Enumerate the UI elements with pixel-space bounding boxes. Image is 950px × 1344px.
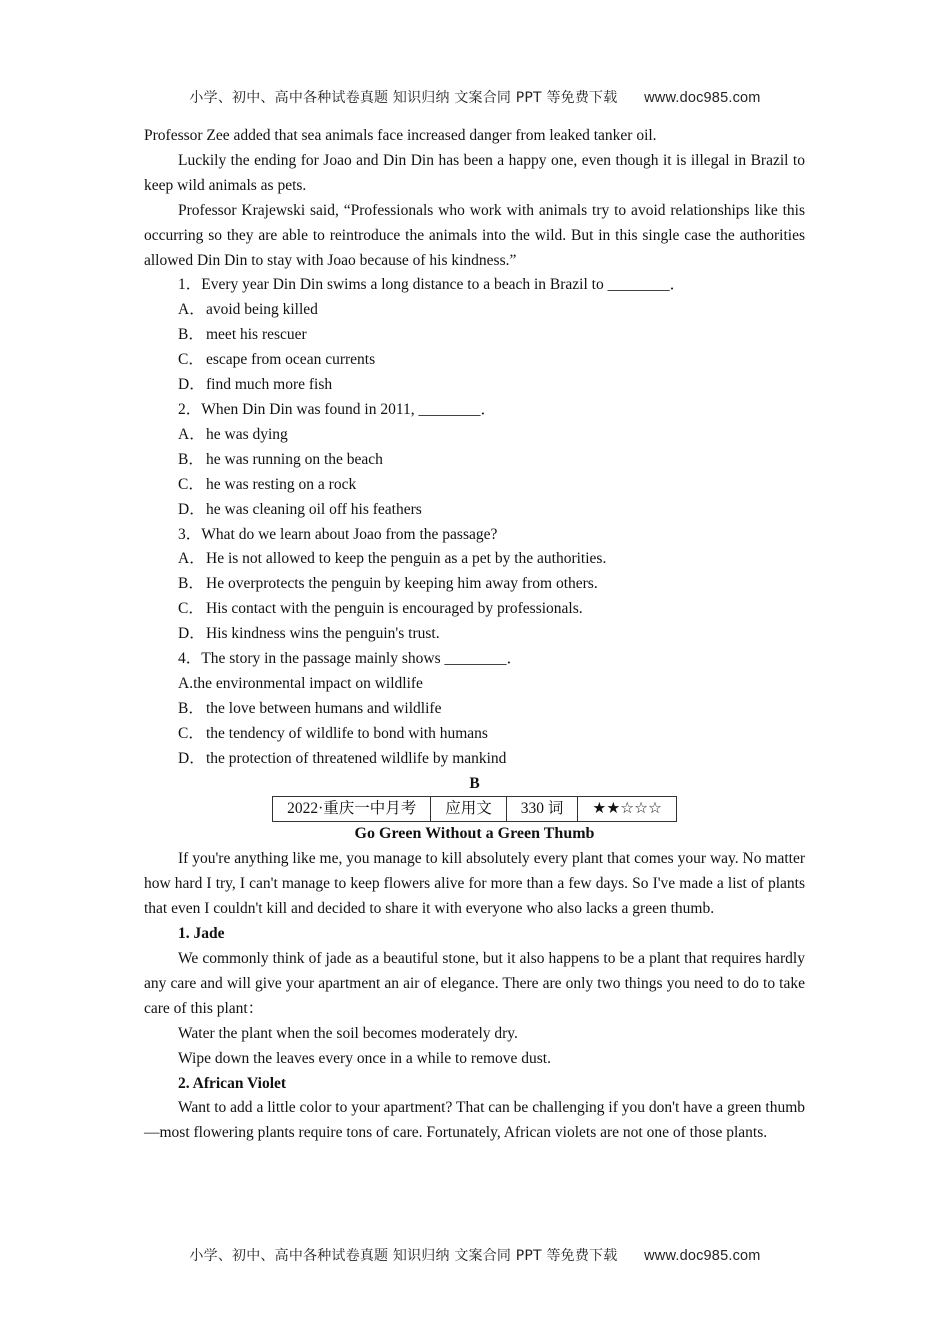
question-1	[144, 273, 805, 398]
option-d	[144, 373, 805, 398]
option-letter: D．	[178, 749, 205, 767]
option-letter: C．	[178, 600, 204, 618]
option-letter: A．	[178, 301, 205, 319]
option-text: the love between humans and wildlife	[206, 699, 442, 717]
question-text: The story in the passage mainly shows ________．	[201, 650, 522, 668]
option-letter: A.	[178, 674, 194, 692]
option-d	[144, 747, 805, 772]
document-body	[144, 124, 805, 1146]
meta-difficulty-stars: ★★☆☆☆	[578, 797, 676, 822]
passage-paragraph: Professor Krajewski said, “Professionals who work with animals try to avoid relationships like this occurring so they are able to reintroduce the animals into the wild. But in this single case the authorities allowed Din Din to stay with Joao because of his kindness.”	[144, 201, 805, 269]
item-paragraph: Water the plant when the soil becomes moderately dry.	[178, 1024, 518, 1042]
option-text: find much more fish	[206, 376, 333, 394]
item-heading-african-violet: 2. African Violet	[178, 1074, 287, 1092]
meta-word-count: 330 词	[506, 797, 578, 822]
item-paragraph: Wipe down the leaves every once in a while to remove dust.	[178, 1049, 551, 1067]
passage-paragraph: Luckily the ending for Joao and Din Din has been a happy one, even though it is illegal in Brazil to keep wild animals as pets.	[144, 151, 805, 194]
question-number: 1．	[178, 276, 202, 294]
question-number: 2．	[178, 400, 202, 418]
question-4	[144, 647, 805, 772]
meta-source: 2022·重庆一中月考	[273, 797, 431, 822]
question-stem	[144, 523, 805, 548]
option-b	[144, 572, 805, 597]
option-a	[144, 423, 805, 448]
option-d	[144, 498, 805, 523]
option-letter: C．	[178, 351, 204, 369]
question-text: When Din Din was found in 2011, ________．	[201, 400, 497, 418]
option-letter: A．	[178, 550, 205, 568]
option-text: avoid being killed	[206, 301, 318, 319]
option-c	[144, 348, 805, 373]
header-banner	[0, 87, 950, 107]
option-text: His contact with the penguin is encouraged by professionals.	[206, 600, 583, 618]
item-paragraph: Want to add a little color to your apartment? That can be challenging if you don't have a green thumb—most flowering plants require tons of care. Fortunately, African violets are not one of those plants.	[144, 1099, 805, 1142]
option-a	[144, 672, 805, 697]
option-text: he was dying	[206, 425, 288, 443]
section-heading: B	[469, 774, 480, 792]
question-3	[144, 523, 805, 648]
footer-banner-url[interactable]: www.doc985.com	[644, 1248, 761, 1264]
item-paragraph: We commonly think of jade as a beautiful stone, but it also happens to be a plant that requires hardly any care and will give your apartment an air of elegance. There are only two things you need to do to take care of this plant：	[144, 950, 805, 1017]
option-b	[144, 448, 805, 473]
option-a	[144, 547, 805, 572]
article-intro: If you're anything like me, you manage to kill absolutely every plant that comes your way. No matter how hard I try, I can't manage to keep flowers alive for more than a few days. So I've made a list of plants that even I couldn't kill and decided to share it with everyone who also lacks a green thumb.	[144, 850, 805, 918]
question-2	[144, 398, 805, 523]
header-banner-text: 小学、初中、高中各种试卷真题 知识归纳 文案合同 PPT 等免费下载	[189, 90, 618, 106]
option-letter: A．	[178, 425, 205, 443]
article-title: Go Green Without a Green Thumb	[354, 825, 595, 843]
option-text: His kindness wins the penguin's trust.	[206, 625, 440, 643]
passage-paragraph: Professor Zee added that sea animals face increased danger from leaked tanker oil.	[144, 127, 657, 144]
option-letter: C．	[178, 724, 204, 742]
option-text: he was resting on a rock	[206, 475, 357, 493]
question-stem	[144, 647, 805, 672]
option-letter: B．	[178, 326, 204, 344]
item-heading-jade: 1. Jade	[178, 925, 225, 943]
question-number: 3．	[178, 525, 202, 543]
option-text: the environmental impact on wildlife	[193, 674, 423, 692]
option-text: meet his rescuer	[206, 326, 307, 344]
question-text: Every year Din Din swims a long distance to a beach in Brazil to ________．	[201, 276, 686, 294]
option-c	[144, 473, 805, 498]
option-letter: D．	[178, 625, 205, 643]
option-text: the protection of threatened wildlife by mankind	[206, 749, 507, 767]
question-text: What do we learn about Joao from the passage?	[201, 525, 498, 543]
footer-banner	[0, 1245, 950, 1265]
header-banner-url[interactable]: www.doc985.com	[644, 90, 761, 106]
option-text: he was cleaning oil off his feathers	[206, 500, 422, 518]
option-text: escape from ocean currents	[206, 351, 376, 369]
option-a	[144, 298, 805, 323]
option-letter: D．	[178, 376, 205, 394]
option-letter: D．	[178, 500, 205, 518]
option-letter: C．	[178, 475, 204, 493]
option-d	[144, 622, 805, 647]
question-number: 4．	[178, 650, 202, 668]
footer-banner-text: 小学、初中、高中各种试卷真题 知识归纳 文案合同 PPT 等免费下载	[189, 1248, 618, 1264]
option-letter: B．	[178, 699, 204, 717]
option-text: He is not allowed to keep the penguin as a pet by the authorities.	[206, 550, 607, 568]
option-c	[144, 722, 805, 747]
option-text: he was running on the beach	[206, 450, 383, 468]
question-stem	[144, 273, 805, 298]
option-b	[144, 697, 805, 722]
meta-genre: 应用文	[431, 797, 507, 822]
option-b	[144, 323, 805, 348]
option-c	[144, 597, 805, 622]
option-letter: B．	[178, 575, 204, 593]
option-text: He overprotects the penguin by keeping him away from others.	[206, 575, 598, 593]
passage-meta-table	[272, 796, 677, 822]
question-stem	[144, 398, 805, 423]
option-letter: B．	[178, 450, 204, 468]
option-text: the tendency of wildlife to bond with humans	[206, 724, 488, 742]
